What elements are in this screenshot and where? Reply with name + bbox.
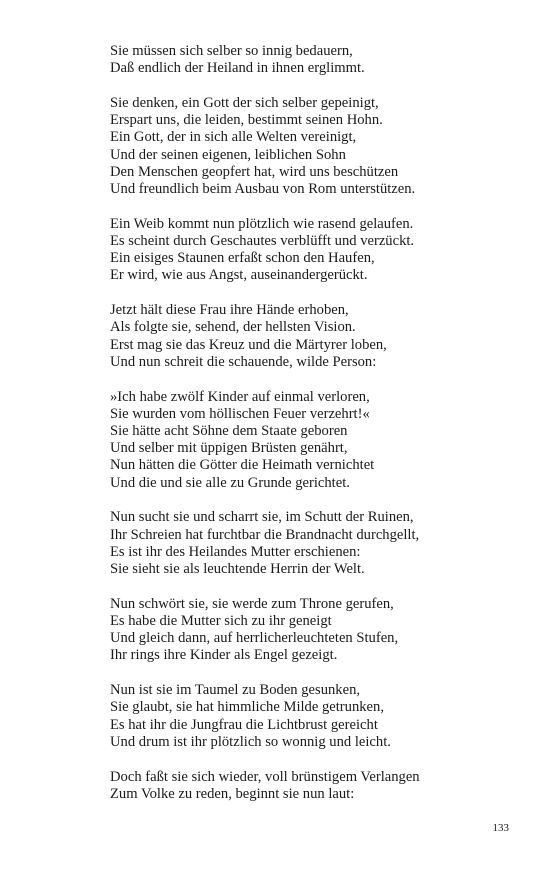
poem-line: Erst mag sie das Kreuz und die Märtyrer loben, xyxy=(110,336,387,353)
poem-line: Ihr rings ihre Kinder als Engel gezeigt. xyxy=(110,647,338,664)
poem-line: Sie sieht sie als leuchtende Herrin der Welt. xyxy=(110,561,365,578)
poem-line: Ein Weib kommt nun plötzlich wie rasend gelaufen. xyxy=(110,215,414,232)
poem-line: Sie hätte acht Söhne dem Staate geboren xyxy=(110,423,348,440)
poem-line: Zum Volke zu reden, beginnt sie nun laut: xyxy=(110,785,355,802)
page-number: 133 xyxy=(492,822,509,834)
poem-line: Und gleich dann, auf herrlicherleuchteten Stufen, xyxy=(110,630,399,647)
poem-line: Sie glaubt, sie hat himmliche Milde getrunken, xyxy=(110,699,384,716)
poem-line: Nun sucht sie und scharrt sie, im Schutt der Ruinen, xyxy=(110,509,414,526)
poem-line: Nun ist sie im Taumel zu Boden gesunken, xyxy=(110,682,361,699)
stanza xyxy=(110,43,530,77)
poem-line: Nun schwört sie, sie werde zum Throne gerufen, xyxy=(110,595,394,612)
stanza xyxy=(110,769,530,803)
poem-line: Es hat ihr die Jungfrau die Lichtbrust gereicht xyxy=(110,716,378,733)
poem-line: »Ich habe zwölf Kinder auf einmal verloren, xyxy=(110,388,370,405)
poem-line: Er wird, wie aus Angst, auseinandergerückt. xyxy=(110,267,368,284)
poem-line: Sie denken, ein Gott der sich selber gepeinigt, xyxy=(110,95,379,111)
poem-line: Es scheint durch Geschautes verblüfft und verzückt. xyxy=(110,233,415,250)
stanza xyxy=(110,216,530,285)
stanza xyxy=(110,596,530,665)
poem-line: Doch faßt sie sich wieder, voll brünstigem Verlangen xyxy=(110,768,420,785)
stanza xyxy=(110,95,530,198)
stanza xyxy=(110,302,530,371)
stanza xyxy=(110,509,530,578)
stanza xyxy=(110,389,530,492)
poem-line: Es habe die Mutter sich zu ihr geneigt xyxy=(110,613,332,630)
poem-line: Ein Gott, der in sich alle Welten vereinigt, xyxy=(110,129,357,146)
stanza xyxy=(110,682,530,751)
poem-line: Ein eisiges Staunen erfaßt schon den Haufen, xyxy=(110,250,375,267)
poem-line: Jetzt hält diese Frau ihre Hände erhoben, xyxy=(110,302,349,319)
poem-line: Es ist ihr des Heilandes Mutter erschienen: xyxy=(110,543,361,560)
poem-line: Sie müssen sich selber so innig bedauern, xyxy=(110,43,353,59)
poem-line: Als folgte sie, sehend, der hellsten Vision. xyxy=(110,319,356,336)
poem-text xyxy=(110,43,530,803)
poem-line: Erspart uns, die leiden, bestimmt seinen Hohn. xyxy=(110,112,383,129)
poem-line: Sie wurden vom höllischen Feuer verzehrt!« xyxy=(110,405,370,422)
poem-line: Daß endlich der Heiland in ihnen erglimmt. xyxy=(110,60,365,77)
poem-line: Ihr Schreien hat furchtbar die Brandnacht durchgellt, xyxy=(110,526,420,543)
poem-line: Und nun schreit die schauende, wilde Person: xyxy=(110,353,377,370)
poem-line: Und selber mit üppigen Brüsten genährt, xyxy=(110,440,348,457)
poem-line: Den Menschen geopfert hat, wird uns beschützen xyxy=(110,163,399,180)
poem-line: Und drum ist ihr plötzlich so wonnig und leicht. xyxy=(110,733,391,750)
poem-line: Und der seinen eigenen, leiblichen Sohn xyxy=(110,146,346,163)
poem-line: Nun hätten die Götter die Heimath vernichtet xyxy=(110,457,375,474)
poem-line: Und freundlich beim Ausbau von Rom unterstützen. xyxy=(110,181,416,198)
poem-line: Und die und sie alle zu Grunde gerichtet. xyxy=(110,474,350,491)
